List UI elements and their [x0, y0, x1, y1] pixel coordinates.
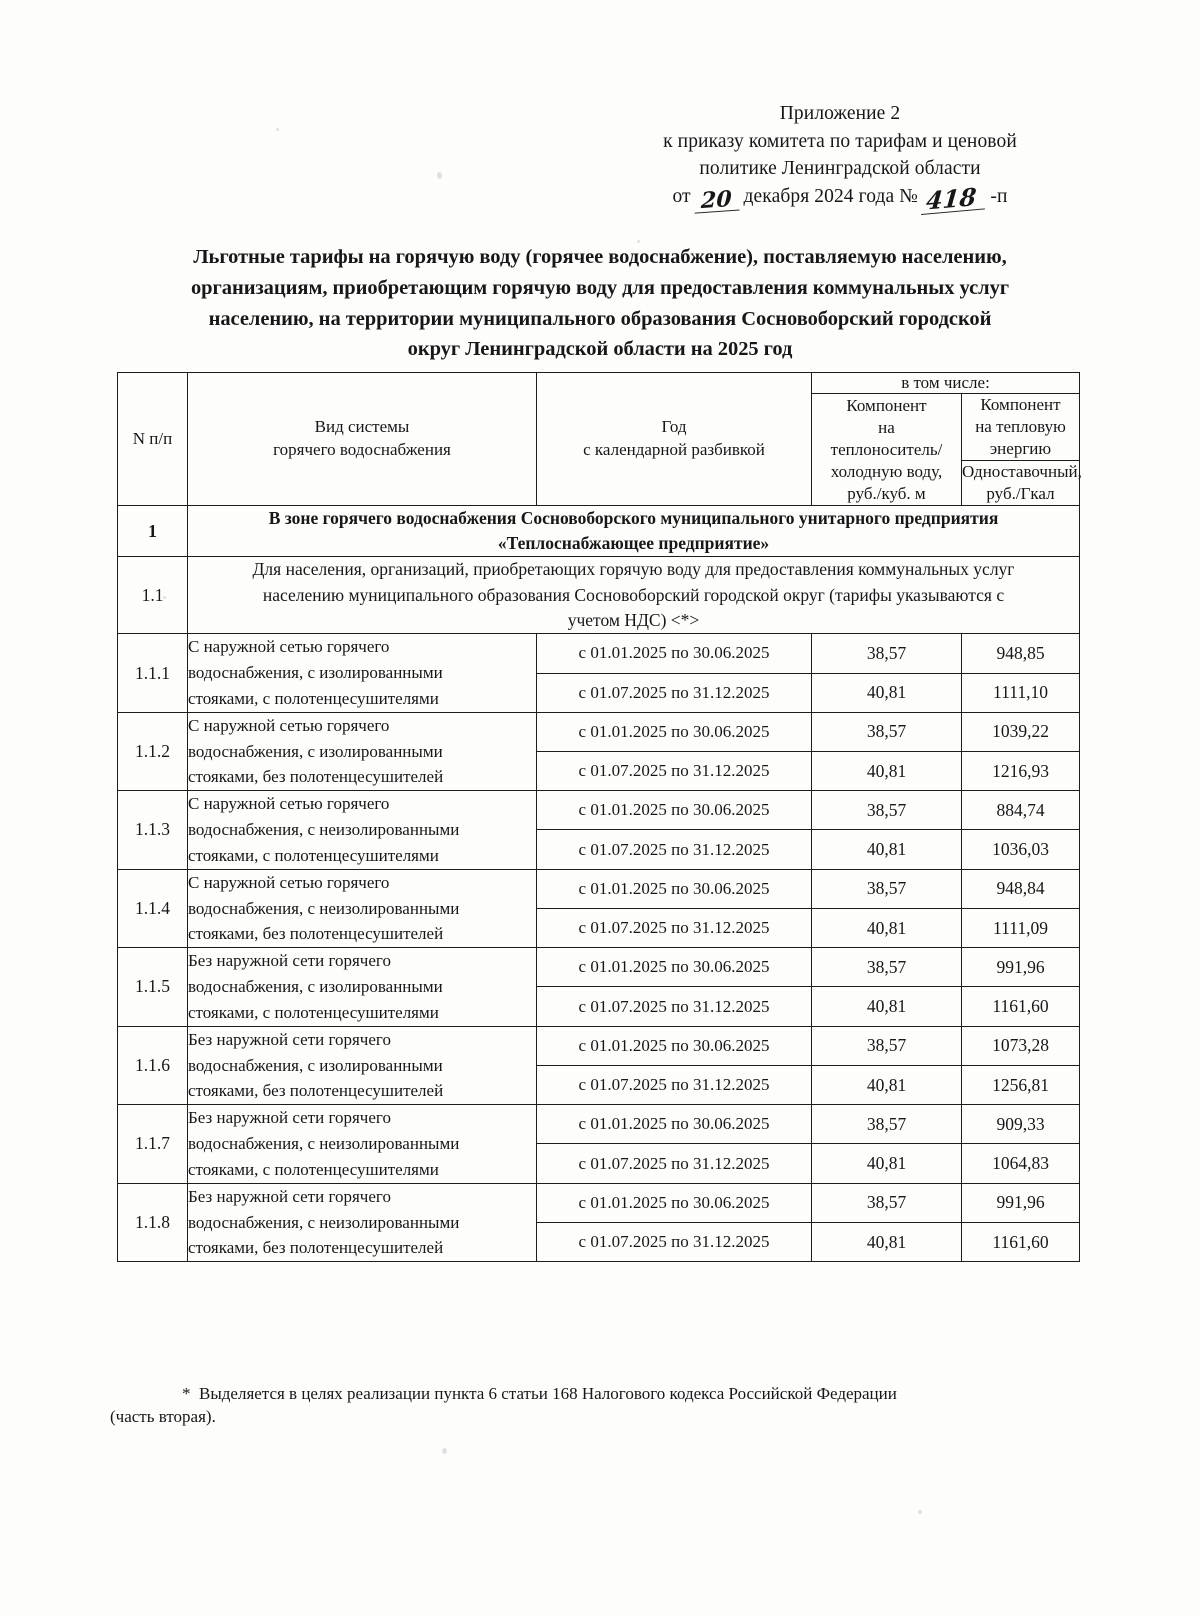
- row-index: 1.1.5: [118, 948, 188, 1026]
- column-header-including: в том числе:: [812, 373, 1080, 394]
- row-system-line-2: водоснабжения, с неизолированными: [188, 1134, 460, 1154]
- footnote-line-1: [110, 1382, 1090, 1405]
- row-component-heat: 948,84: [962, 869, 1080, 908]
- scan-speckle: [276, 128, 279, 131]
- row-component-water: 38,57: [812, 791, 962, 830]
- row-component-heat: 1111,10: [962, 673, 1080, 712]
- column-header-index: N п/п: [118, 373, 188, 506]
- section-index: 1: [118, 506, 188, 557]
- row-system-line-1: Без наружной сети горячего: [188, 1108, 391, 1128]
- section-text-line-2: «Теплоснабжающее предприятие»: [497, 533, 770, 554]
- row-component-heat: 991,96: [962, 1183, 1080, 1222]
- column-header-component-heat-unit: [962, 461, 1080, 506]
- row-component-water: 40,81: [812, 1222, 962, 1261]
- row-system-line-1: Без наружной сети горячего: [188, 951, 391, 971]
- row-system: [188, 1183, 537, 1261]
- row-index: 1.1.6: [118, 1026, 188, 1104]
- row-system-line-2: водоснабжения, с изолированными: [188, 1055, 443, 1075]
- row-component-water: 40,81: [812, 987, 962, 1026]
- row-system-line-2: водоснабжения, с изолированными: [188, 977, 443, 997]
- row-period: с 01.01.2025 по 30.06.2025: [537, 791, 812, 830]
- row-system: [188, 869, 537, 947]
- subsection-text-line-2: населению муниципального образования Сосновоборский городской округ (тарифы указываются с: [262, 584, 1005, 605]
- row-component-heat: 1064,83: [962, 1144, 1080, 1183]
- row-system-line-1: Без наружной сети горячего: [188, 1186, 391, 1206]
- scan-speckle: [442, 1448, 447, 1454]
- table-row-subsection: [118, 557, 1080, 634]
- component-water-unit-2: руб./куб. м: [847, 483, 926, 503]
- order-reference-line-1: к приказу комитета по тарифам и ценовой: [663, 130, 1017, 152]
- footnote-text: Выделяется в целях реализации пункта 6 статьи 168 Налогового кодекса Российской Федерации: [199, 1384, 897, 1403]
- row-system: [188, 712, 537, 790]
- table-row: [118, 712, 1080, 751]
- component-heat-unit-2: руб./Гкал: [986, 484, 1055, 504]
- row-component-water: 38,57: [812, 948, 962, 987]
- row-component-heat: 1216,93: [962, 752, 1080, 791]
- row-component-heat: 1039,22: [962, 712, 1080, 751]
- row-period: с 01.07.2025 по 31.12.2025: [537, 1222, 812, 1261]
- order-date-prefix: от: [672, 186, 691, 208]
- row-system-line-3: стояками, без полотенцесушителей: [188, 1238, 444, 1258]
- row-system-line-1: Без наружной сети горячего: [188, 1029, 391, 1049]
- row-index: 1.1.8: [118, 1183, 188, 1261]
- column-header-system: [188, 373, 537, 506]
- component-water-unit-1: холодную воду,: [830, 461, 943, 481]
- component-water-line-3: теплоноситель/: [830, 439, 943, 459]
- row-system: [188, 634, 537, 712]
- component-heat-line-2: на тепловую: [975, 417, 1066, 437]
- row-system-line-2: водоснабжения, с изолированными: [188, 663, 443, 683]
- row-period: с 01.01.2025 по 30.06.2025: [537, 1026, 812, 1065]
- page-title: [110, 242, 1090, 365]
- row-system-line-3: стояками, с полотенцесушителями: [188, 845, 439, 865]
- row-component-water: 38,57: [812, 869, 962, 908]
- row-period: с 01.07.2025 по 31.12.2025: [537, 908, 812, 947]
- row-component-heat: 909,33: [962, 1105, 1080, 1144]
- component-heat-line-3: энергию: [989, 439, 1052, 459]
- row-system: [188, 791, 537, 869]
- row-period: с 01.07.2025 по 31.12.2025: [537, 1144, 812, 1183]
- page-title-line-4: округ Ленинградской области на 2025 год: [407, 338, 793, 361]
- row-system-line-1: С наружной сетью горячего: [188, 872, 390, 892]
- section-text-line-1: В зоне горячего водоснабжения Сосновоборского муниципального унитарного предприятия: [268, 508, 999, 529]
- row-period: с 01.01.2025 по 30.06.2025: [537, 1105, 812, 1144]
- table-row: [118, 1026, 1080, 1065]
- table-row: [118, 948, 1080, 987]
- row-system: [188, 1105, 537, 1183]
- row-system: [188, 1026, 537, 1104]
- row-system-line-3: стояками, без полотенцесушителей: [188, 1081, 444, 1101]
- row-period: с 01.01.2025 по 30.06.2025: [537, 634, 812, 673]
- row-index: 1.1.3: [118, 791, 188, 869]
- row-system-line-1: С наружной сетью горячего: [188, 637, 390, 657]
- row-period: с 01.07.2025 по 31.12.2025: [537, 673, 812, 712]
- order-number-suffix: -п: [990, 186, 1008, 208]
- row-index: 1.1.2: [118, 712, 188, 790]
- subsection-text-line-3: учетом НДС) <*>: [567, 609, 700, 630]
- row-system-line-3: стояками, без полотенцесушителей: [188, 924, 444, 944]
- row-period: с 01.01.2025 по 30.06.2025: [537, 869, 812, 908]
- order-reference-line-2: политике Ленинградской области: [699, 158, 981, 180]
- row-component-water: 38,57: [812, 1105, 962, 1144]
- row-index: 1.1.7: [118, 1105, 188, 1183]
- scan-speckle: [918, 1510, 922, 1514]
- row-period: с 01.07.2025 по 31.12.2025: [537, 1065, 812, 1104]
- row-system-line-2: водоснабжения, с неизолированными: [188, 898, 460, 918]
- row-component-water: 40,81: [812, 1144, 962, 1183]
- row-system-line-3: стояками, с полотенцесушителями: [188, 1002, 439, 1022]
- row-component-water: 38,57: [812, 1026, 962, 1065]
- order-day-handwritten: 20: [694, 187, 740, 213]
- row-component-heat: 1161,60: [962, 1222, 1080, 1261]
- column-header-component-heat: [962, 394, 1080, 461]
- subsection-index: 1.1: [118, 557, 188, 634]
- column-header-year-line-2: с календарной разбивкой: [583, 440, 765, 460]
- column-header-component-water: [812, 394, 962, 506]
- row-system-line-3: стояками, без полотенцесушителей: [188, 767, 444, 787]
- row-system-line-1: С наружной сетью горячего: [188, 794, 390, 814]
- order-number-handwritten: 418: [921, 184, 987, 215]
- section-text: [188, 506, 1080, 557]
- component-water-line-1: Компонент: [846, 395, 927, 415]
- component-heat-unit-1: Одноставочный,: [962, 462, 1082, 482]
- column-header-system-line-2: горячего водоснабжения: [273, 440, 451, 460]
- row-system-line-2: водоснабжения, с изолированными: [188, 741, 443, 761]
- appendix-label: Приложение 2: [779, 103, 901, 124]
- table-row: [118, 1183, 1080, 1222]
- table-row-section: [118, 506, 1080, 557]
- row-component-heat: 948,85: [962, 634, 1080, 673]
- document-header: [600, 100, 1080, 216]
- row-component-heat: 1111,09: [962, 908, 1080, 947]
- row-component-water: 40,81: [812, 830, 962, 869]
- column-header-year-line-1: Год: [661, 417, 687, 437]
- row-component-heat: 1161,60: [962, 987, 1080, 1026]
- table-row: [118, 791, 1080, 830]
- row-component-water: 38,57: [812, 712, 962, 751]
- row-component-heat: 1256,81: [962, 1065, 1080, 1104]
- tariff-table: [117, 372, 1080, 1262]
- table-body: [118, 506, 1080, 1262]
- row-system-line-2: водоснабжения, с неизолированными: [188, 1212, 460, 1232]
- row-period: с 01.07.2025 по 31.12.2025: [537, 752, 812, 791]
- column-header-system-line-1: Вид системы: [314, 417, 410, 437]
- page-title-line-1: Льготные тарифы на горячую воду (горячее водоснабжение), поставляемую населению,: [193, 246, 1007, 268]
- table-row: [118, 634, 1080, 673]
- footnote-star: *: [182, 1384, 191, 1403]
- table-row: [118, 869, 1080, 908]
- subsection-text: [188, 557, 1080, 634]
- row-component-heat: 1073,28: [962, 1026, 1080, 1065]
- row-system-line-2: водоснабжения, с неизолированными: [188, 820, 460, 840]
- order-date-middle: декабря 2024 года №: [743, 186, 918, 208]
- row-component-heat: 1036,03: [962, 830, 1080, 869]
- row-index: 1.1.4: [118, 869, 188, 947]
- row-system-line-3: стояками, с полотенцесушителями: [188, 688, 439, 708]
- order-date-line: [600, 181, 1080, 216]
- row-period: с 01.07.2025 по 31.12.2025: [537, 987, 812, 1026]
- row-period: с 01.01.2025 по 30.06.2025: [537, 948, 812, 987]
- row-period: с 01.07.2025 по 31.12.2025: [537, 830, 812, 869]
- row-system: [188, 948, 537, 1026]
- footnote: [110, 1382, 1090, 1429]
- row-period: с 01.01.2025 по 30.06.2025: [537, 712, 812, 751]
- table-row: [118, 1105, 1080, 1144]
- row-period: с 01.01.2025 по 30.06.2025: [537, 1183, 812, 1222]
- row-component-water: 40,81: [812, 752, 962, 791]
- footnote-line-2: (часть вторая).: [110, 1407, 216, 1427]
- column-header-year: [537, 373, 812, 506]
- scan-speckle: [437, 172, 442, 179]
- page-title-line-2: организациям, приобретающим горячую воду для предоставления коммунальных услуг: [190, 276, 1010, 299]
- component-heat-line-1: Компонент: [980, 395, 1061, 414]
- row-component-water: 38,57: [812, 634, 962, 673]
- row-system-line-1: С наружной сетью горячего: [188, 715, 390, 735]
- table-header-row-top: [118, 373, 1080, 394]
- row-component-water: 40,81: [812, 673, 962, 712]
- row-index: 1.1.1: [118, 634, 188, 712]
- component-water-line-2: на: [878, 417, 895, 437]
- row-system-line-3: стояками, с полотенцесушителями: [188, 1159, 439, 1179]
- table-header: [118, 373, 1080, 506]
- row-component-water: 40,81: [812, 1065, 962, 1104]
- row-component-heat: 991,96: [962, 948, 1080, 987]
- page-title-line-3: населению, на территории муниципального образования Сосновоборский городской: [208, 307, 992, 330]
- row-component-water: 38,57: [812, 1183, 962, 1222]
- subsection-text-line-1: Для населения, организаций, приобретающих горячую воду для предоставления коммунальных услуг: [252, 559, 1015, 580]
- row-component-water: 40,81: [812, 908, 962, 947]
- row-component-heat: 884,74: [962, 791, 1080, 830]
